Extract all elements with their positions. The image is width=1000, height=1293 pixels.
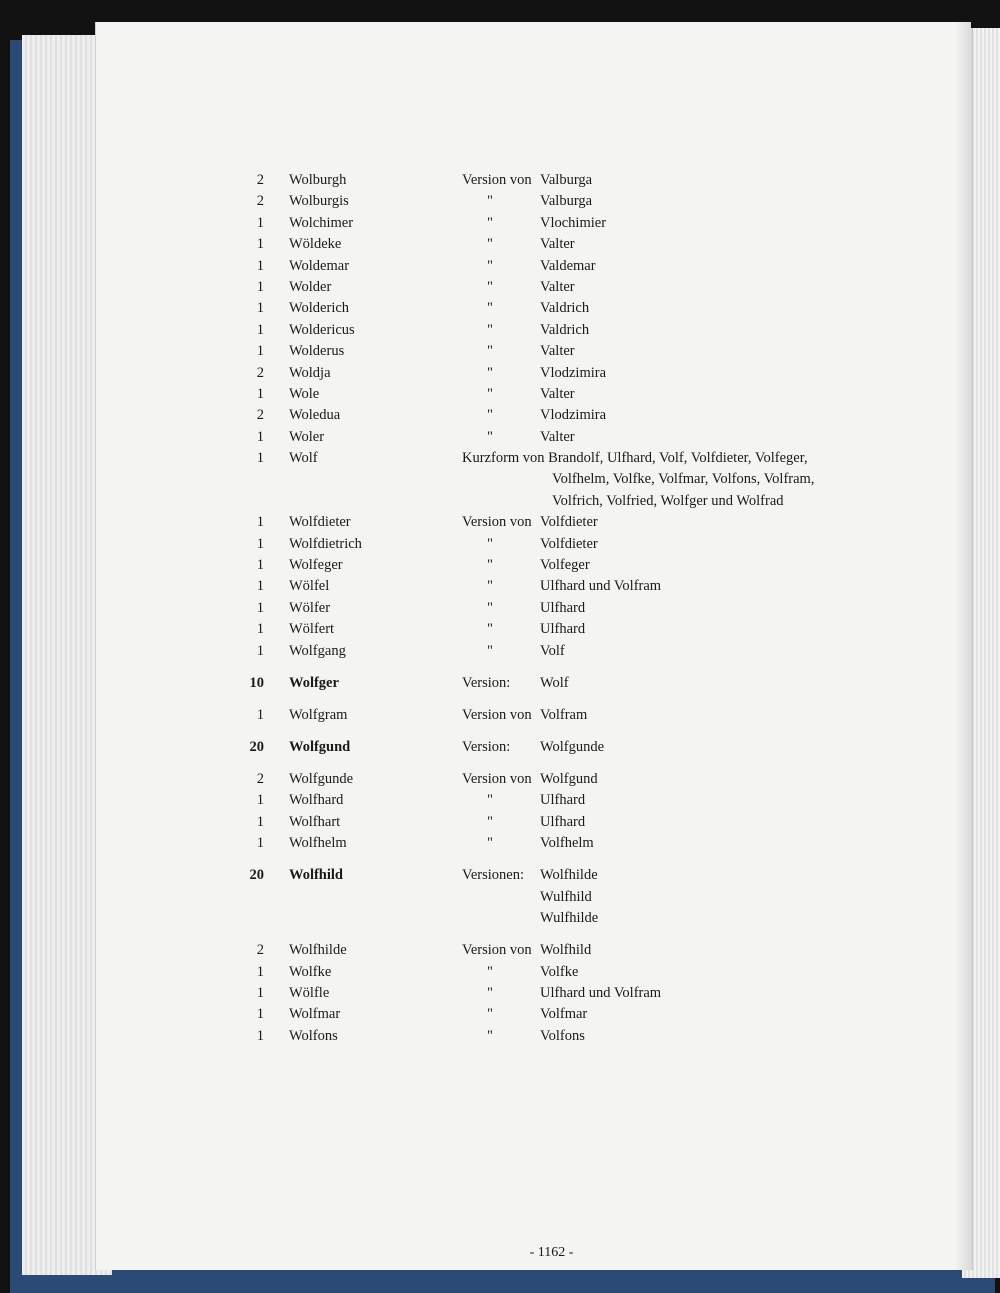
entry-target: Valdrich: [540, 300, 590, 317]
ditto-mark: ": [487, 193, 493, 210]
ditto-mark: ": [487, 813, 493, 830]
index-entry: [0, 621, 1000, 642]
entry-count: 2: [256, 172, 264, 188]
entry-relation: Version:: [462, 738, 511, 755]
entry-count: 1: [256, 706, 264, 723]
entry-relation: Version von: [462, 172, 532, 188]
entry-count: 1: [256, 343, 264, 360]
ditto-mark: ": [487, 214, 493, 231]
ditto-mark: ": [487, 236, 493, 253]
entry-target: Volfons: [540, 1027, 585, 1044]
index-entry: [0, 322, 1000, 343]
index-entry: [0, 258, 1000, 279]
entry-count: 1: [256, 257, 264, 274]
entry-count: 1: [256, 642, 264, 659]
ditto-mark: ": [487, 1006, 493, 1023]
index-entry: [0, 514, 1000, 535]
index-entry: [0, 300, 1000, 321]
entry-name: Wolf: [289, 450, 318, 467]
entry-count: 1: [256, 835, 264, 852]
entry-count: 20: [249, 738, 264, 755]
ditto-mark: ": [487, 621, 493, 638]
entry-name: Wolfeger: [289, 557, 343, 574]
entry-target: Volfmar: [540, 1006, 588, 1023]
entry-count: 1: [256, 450, 264, 467]
entry-count: 1: [256, 813, 264, 830]
index-entry: [0, 739, 1000, 771]
entry-count: 1: [256, 236, 264, 253]
entry-relation: Kurzform von Brandolf, Ulfhard, Volf, Volfdieter, Volfeger,: [462, 450, 808, 467]
entry-target: Ulfhard: [540, 792, 586, 809]
ditto-mark: ": [487, 364, 493, 381]
entry-name: Wolfons: [289, 1027, 338, 1044]
entry-count: 1: [256, 428, 264, 445]
entry-name: Wolfhard: [289, 792, 344, 809]
ditto-mark: ": [487, 428, 493, 445]
ditto-mark: ": [487, 557, 493, 574]
entry-target: Valter: [540, 343, 575, 360]
entry-count: 10: [249, 674, 264, 691]
index-entry: [0, 343, 1000, 364]
entry-name: Wölfel: [289, 578, 330, 595]
entry-name: Wolfhart: [289, 813, 341, 830]
entry-name: Wolfgund: [289, 738, 351, 755]
entry-target: Vlochimier: [540, 214, 607, 231]
entry-target: Valter: [540, 428, 575, 445]
entry-count: 1: [256, 535, 264, 552]
entry-name: Wölfle: [289, 984, 330, 1001]
entry-count: 1: [256, 300, 264, 317]
entry-name: Wolfhelm: [289, 835, 347, 852]
entry-count: 1: [256, 321, 264, 338]
entry-name: Wölfer: [289, 599, 331, 616]
entry-name: Wolfhild: [289, 867, 343, 884]
entry-count: 20: [249, 867, 264, 884]
entry-target: Ulfhard: [540, 599, 586, 616]
entry-target: Wolf: [540, 674, 569, 691]
entry-count: 2: [256, 193, 264, 210]
index-entry: [0, 578, 1000, 599]
entry-name: Wolderich: [289, 300, 350, 317]
entry-count: 1: [256, 385, 264, 402]
entry-count: 1: [256, 1006, 264, 1023]
ditto-mark: ": [487, 300, 493, 317]
entry-name: Wolfhilde: [289, 942, 347, 959]
index-entry: [0, 1028, 1000, 1049]
ditto-mark: ": [487, 599, 493, 616]
ditto-mark: ": [487, 278, 493, 295]
entry-count: 2: [256, 942, 264, 959]
index-entry: [0, 557, 1000, 578]
entry-target: Volfeger: [540, 557, 590, 574]
entry-target: Valter: [540, 278, 575, 295]
ditto-mark: ": [487, 792, 493, 809]
ditto-mark: ": [487, 642, 493, 659]
entry-target: Volfram: [540, 706, 588, 723]
index-entry: [0, 407, 1000, 428]
entry-target: Volfhelm: [540, 835, 594, 852]
ditto-mark: ": [487, 578, 493, 595]
index-entry: [0, 792, 1000, 813]
entry-name: Wolfgunde: [289, 770, 354, 787]
entry-count: 1: [256, 792, 264, 809]
entry-continuation: Volfrich, Volfried, Wolfger und Wolfrad: [552, 492, 784, 509]
entry-target: Valburga: [540, 172, 593, 188]
entry-target: Valter: [540, 385, 575, 402]
entry-relation: Version von: [462, 706, 532, 723]
entry-relation: Version von: [462, 942, 532, 959]
entry-target: Vlodzimira: [540, 364, 607, 381]
ditto-mark: ": [487, 257, 493, 274]
ditto-mark: ": [487, 535, 493, 552]
entry-name: Woldemar: [289, 257, 350, 274]
entry-target: Wolfhild: [540, 942, 592, 959]
entry-name: Wolfke: [289, 963, 332, 980]
entry-target: Ulfhard und Volfram: [540, 578, 662, 595]
entry-count: 1: [256, 963, 264, 980]
entry-name: Woledua: [289, 407, 341, 424]
entry-relation: Version von: [462, 770, 532, 787]
entry-target: Valdemar: [540, 257, 596, 274]
ditto-mark: ": [487, 343, 493, 360]
entry-name: Woler: [289, 428, 325, 445]
name-index: [0, 172, 1000, 1049]
entry-count: 1: [256, 1027, 264, 1044]
ditto-mark: ": [487, 407, 493, 424]
entry-name: Wolder: [289, 278, 332, 295]
entry-target: Ulfhard: [540, 813, 586, 830]
entry-target: Wolfgund: [540, 770, 598, 787]
entry-name: Wolfgang: [289, 642, 346, 659]
index-entry: [0, 429, 1000, 450]
index-entry: [0, 964, 1000, 985]
index-entry: [0, 867, 1000, 942]
entry-name: Wolfgram: [289, 706, 348, 723]
index-entry: [0, 942, 1000, 963]
index-entry: [0, 215, 1000, 236]
ditto-mark: ": [487, 984, 493, 1001]
entry-continuation: Wulfhild: [540, 888, 592, 905]
index-entry: [0, 365, 1000, 386]
entry-target: Volfke: [540, 963, 579, 980]
index-entry: [0, 707, 1000, 739]
index-entry: [0, 172, 1000, 193]
entry-target: Valter: [540, 236, 575, 253]
entry-count: 1: [256, 578, 264, 595]
entry-name: Wolburgis: [289, 193, 349, 210]
entry-target: Wolfgunde: [540, 738, 605, 755]
entry-relation: Versionen:: [462, 867, 525, 884]
entry-target: Valdrich: [540, 321, 590, 338]
index-entry: [0, 536, 1000, 557]
entry-count: 1: [256, 514, 264, 531]
entry-count: 1: [256, 984, 264, 1001]
index-entry: [0, 600, 1000, 621]
entry-count: 1: [256, 621, 264, 638]
entry-name: Wolderus: [289, 343, 345, 360]
index-entry: [0, 643, 1000, 675]
entry-continuation: Wulfhilde: [540, 910, 599, 927]
entry-name: Wolfdietrich: [289, 535, 362, 552]
entry-target: Valburga: [540, 193, 593, 210]
entry-count: 1: [256, 599, 264, 616]
index-entry: [0, 236, 1000, 257]
index-entry: [0, 386, 1000, 407]
index-entry: [0, 985, 1000, 1006]
entry-name: Wolfger: [289, 674, 339, 691]
entry-count: 2: [256, 407, 264, 424]
index-entry: [0, 814, 1000, 835]
entry-name: Wolfdieter: [289, 514, 351, 531]
entry-relation: Version von: [462, 514, 532, 531]
entry-continuation: Volfhelm, Volfke, Volfmar, Volfons, Volfram,: [552, 471, 815, 488]
ditto-mark: ": [487, 321, 493, 338]
entry-target: Volfdieter: [540, 514, 598, 531]
entry-target: Ulfhard: [540, 621, 586, 638]
entry-name: Wöldeke: [289, 236, 342, 253]
entry-count: 1: [256, 278, 264, 295]
entry-target: Wolfhilde: [540, 867, 598, 884]
entry-name: Woldericus: [289, 321, 355, 338]
entry-count: 2: [256, 770, 264, 787]
entry-name: Wolfmar: [289, 1006, 341, 1023]
index-entry: [0, 771, 1000, 792]
entry-count: 1: [256, 214, 264, 231]
index-entry: [0, 835, 1000, 867]
entry-name: Wolburgh: [289, 172, 347, 188]
ditto-mark: ": [487, 963, 493, 980]
entry-name: Wole: [289, 385, 320, 402]
ditto-mark: ": [487, 835, 493, 852]
ditto-mark: ": [487, 385, 493, 402]
index-entry: [0, 450, 1000, 514]
entry-relation: Version:: [462, 674, 511, 691]
entry-target: Volf: [540, 642, 565, 659]
entry-count: 2: [256, 364, 264, 381]
page-number: - 1162 -: [529, 1245, 574, 1260]
entry-target: Ulfhard und Volfram: [540, 984, 662, 1001]
entry-target: Volfdieter: [540, 535, 598, 552]
ditto-mark: ": [487, 1027, 493, 1044]
entry-count: 1: [256, 557, 264, 574]
index-entry: [0, 279, 1000, 300]
index-entry: [0, 675, 1000, 707]
entry-name: Wolchimer: [289, 214, 354, 231]
entry-target: Vlodzimira: [540, 407, 607, 424]
index-entry: [0, 193, 1000, 214]
index-entry: [0, 1006, 1000, 1027]
entry-name: Wölfert: [289, 621, 335, 638]
entry-name: Woldja: [289, 364, 331, 381]
